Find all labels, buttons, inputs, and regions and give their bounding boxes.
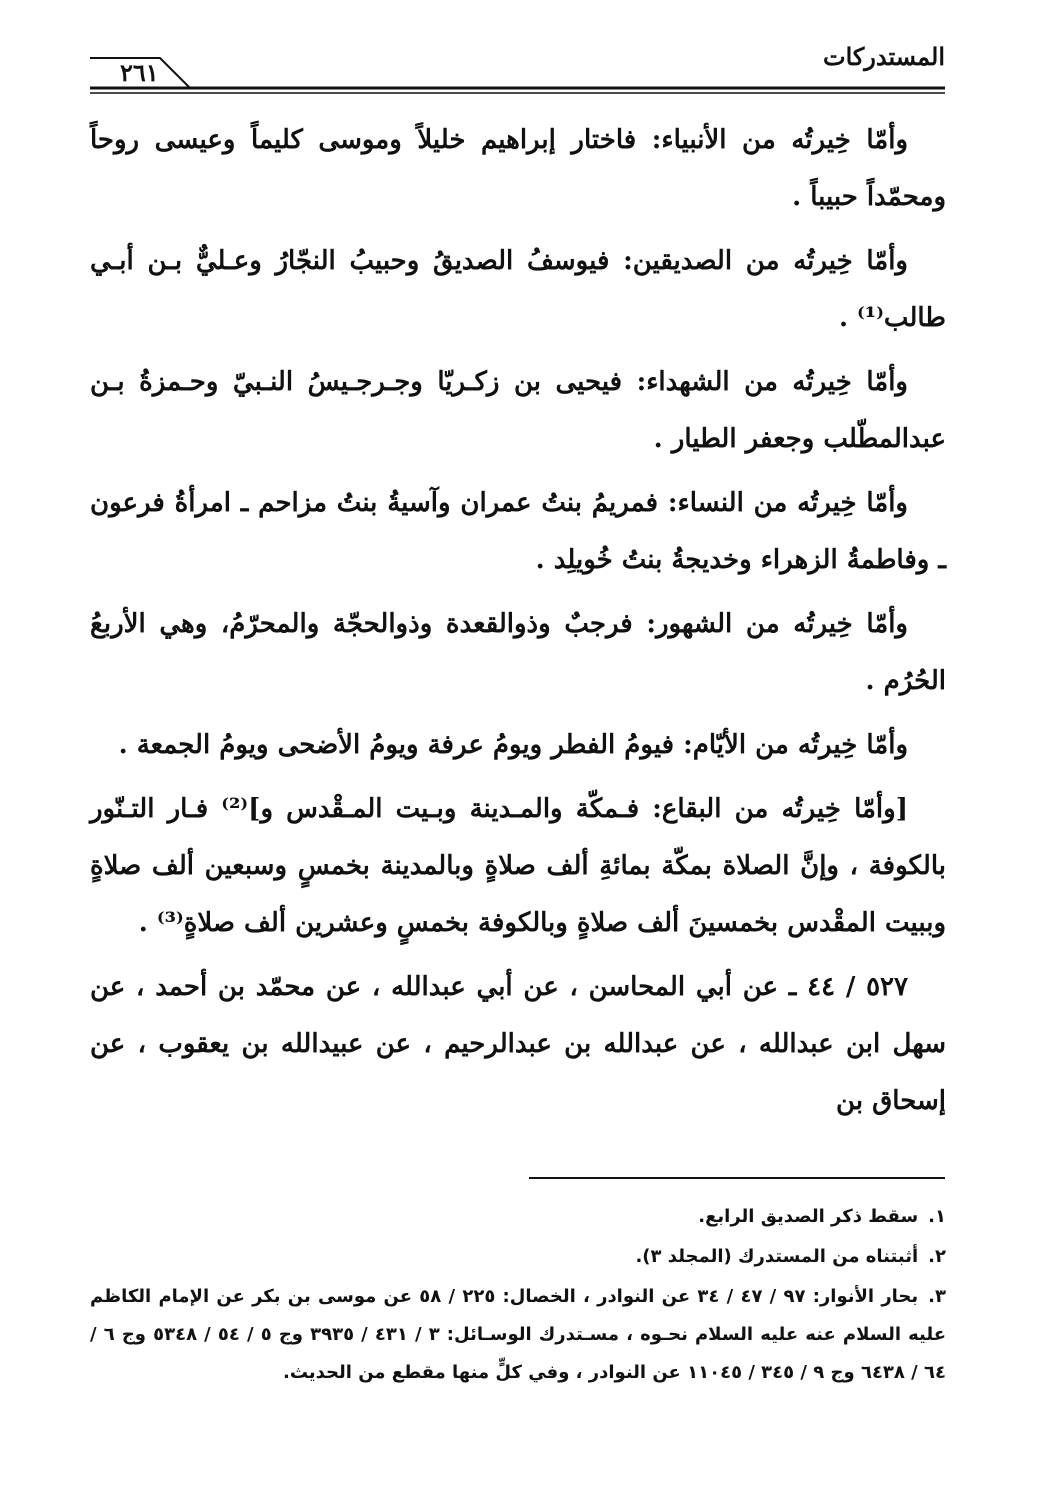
paragraph-prophets: وأمّا خِيرتُه من الأنبياء: فاختار إبراهيم خليلاً وموسى كليماً وعيسى روحاً ومحمّداً حبيباً . <box>90 125 946 212</box>
footnote-text: سقط ذكر الصديق الرابع. <box>698 1206 919 1227</box>
running-title: المستدركات <box>822 42 945 71</box>
footnote-number: ١. <box>928 1206 946 1227</box>
page-number: ٢٦١ <box>120 58 159 87</box>
footnote-separator <box>529 1177 945 1179</box>
main-text <box>90 112 946 1137</box>
paragraph-days: وأمّا خِيرتُه من الأيّام: فيومُ الفطر ويومُ عرفة ويومُ الأضحى ويومُ الجمعة . <box>118 730 908 760</box>
footnote-3 <box>90 1278 946 1392</box>
paragraph-women: وأمّا خِيرتُه من النساء: فمريمُ بنتُ عمران وآسيةُ بنتُ مزاحم ـ امرأةُ فرعون ـ وفاطمةُ الزهراء وخديجةُ بنتُ خُويلِد . <box>90 488 946 575</box>
footnote-1 <box>90 1198 946 1236</box>
paragraph-hadith-chain: ٥٢٧ / ٤٤ ـ عن أبي المحاسن ، عن أبي عبدالله ، عن محمّد بن أحمد ، عن سهل ابن عبدالله ، عن عبدالله بن عبدالرحيم ، عن عبيدالله بن يعقوب ، عن إسحاق بن <box>90 972 946 1116</box>
footnote-number: ٢. <box>928 1246 946 1267</box>
footnote-2 <box>90 1238 946 1276</box>
paragraph-martyrs: وأمّا خِيرتُه من الشهداء: فيحيى بن زكـريّا وجـرجـيسُ النـبيّ وحـمزةُ بـن عبدالمطّلب وجعفر الطيار . <box>90 367 946 454</box>
paragraph-truthful: وأمّا خِيرتُه من الصديقين: فيوسفُ الصديقُ وحبيبُ النجّارُ وعـليٌّ بـن أبـي طالب⁽¹⁾ . <box>90 246 946 333</box>
header-rule <box>90 40 945 96</box>
page-header <box>90 40 945 96</box>
footnote-text: بحار الأنوار: ٩٧ / ٤٧ / ٣٤ عن النوادر ، الخصال: ٢٢٥ / ٥٨ عن موسى بن بكر عن الإمام الكاظم عليه السلام عنه عليه السلام نحـوه ، مسـتدرك الوسـائل: ٣ / ٤٣١ / ٣٩٣٥ وج ٥ / ٥٤ / ٥٣٤٨ وج ٦ / ٦٤ / ٦٤٣٨ وج ٩ / ٣٤٥ / ١١٠٤٥ عن النوادر ، وفي كلٍّ منها مقطع من الحديث. <box>90 1286 947 1383</box>
footnote-text: أثبتناه من المستدرك (المجلد ٣). <box>635 1246 919 1267</box>
paragraph-places: [وأمّا خِيرتُه من البقاع: فـمكّة والمـدينة وبـيت المـقْدس و]⁽²⁾ فـار التـنّور بالكوفة ، وإنَّ الصلاة بمكّة بمائةِ ألف صلاةٍ وبالمدينة بخمسٍ وسبعين ألف صلاةٍ وببيت المقْدس بخمسينَ ألف صلاةٍ وبالكوفة بخمسٍ وعشرين ألف صلاةٍ⁽³⁾ . <box>90 794 946 938</box>
footnotes <box>90 1198 946 1394</box>
footnote-number: ٣. <box>928 1286 947 1307</box>
paragraph-months: وأمّا خِيرتُه من الشهور: فرجبٌ وذوالقعدة وذوالحجّة والمحرّمُ، وهي الأربعُ الحُرُم . <box>90 609 946 696</box>
